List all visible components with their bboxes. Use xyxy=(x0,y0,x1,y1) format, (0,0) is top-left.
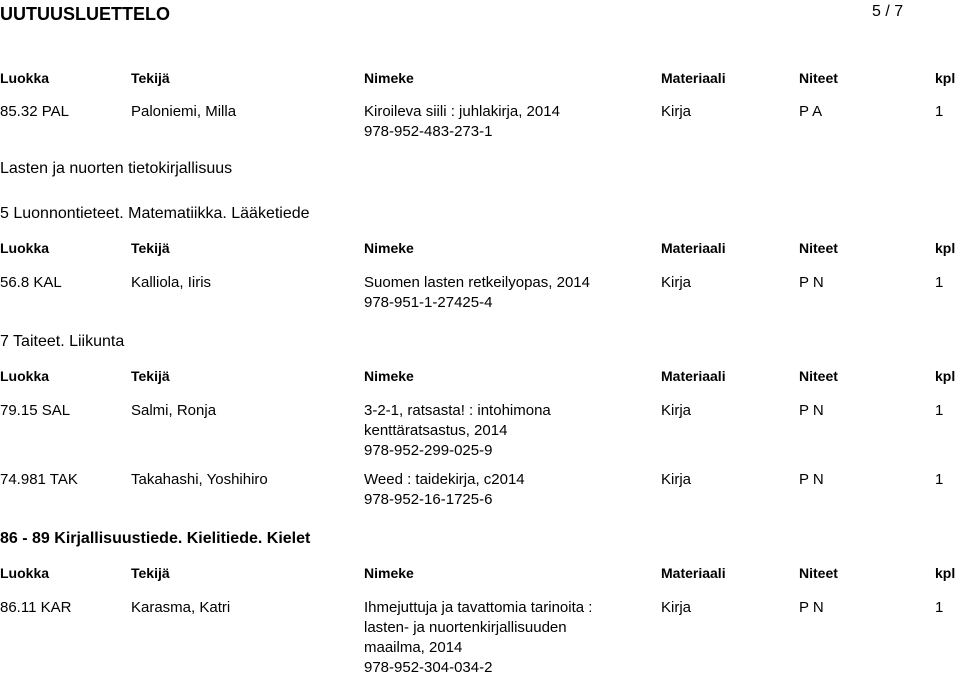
entry-tekija: Salmi, Ronja xyxy=(131,402,217,419)
column-header-nimeke: Nimeke xyxy=(364,240,414,256)
entry-materiaali: Kirja xyxy=(661,599,692,616)
entry-nimeke-line: lasten- ja nuortenkirjallisuuden xyxy=(364,619,567,636)
column-header-niteet: Niteet xyxy=(799,240,838,256)
column-header-materiaali: Materiaali xyxy=(661,368,726,384)
page-title: UUTUUSLUETTELO xyxy=(0,4,170,24)
entry-tekija: Karasma, Katri xyxy=(131,599,231,616)
entry-materiaali: Kirja xyxy=(661,274,692,291)
column-header-materiaali: Materiaali xyxy=(661,565,726,581)
entry-luokka: 79.15 SAL xyxy=(0,402,71,419)
entry-nimeke-line: Weed : taidekirja, c2014 xyxy=(364,471,525,488)
entry-niteet: P N xyxy=(799,402,824,419)
section-heading: Lasten ja nuorten tietokirjallisuus xyxy=(0,160,233,177)
entry-nimeke xyxy=(364,598,592,678)
entry-materiaali: Kirja xyxy=(661,471,692,488)
entry-nimeke xyxy=(364,102,560,142)
entry-nimeke-line: kenttäratsastus, 2014 xyxy=(364,422,508,439)
entry-luokka: 86.11 KAR xyxy=(0,599,72,616)
column-header-niteet: Niteet xyxy=(799,565,838,581)
column-header-luokka: Luokka xyxy=(0,368,50,384)
column-header-tekija: Tekijä xyxy=(131,565,170,581)
section-heading: 86 - 89 Kirjallisuustiede. Kielitiede. Kielet xyxy=(0,530,311,547)
column-header-luokka: Luokka xyxy=(0,70,50,86)
entry-luokka: 85.32 PAL xyxy=(0,103,69,120)
entry-kpl: 1 xyxy=(935,599,944,616)
column-header-nimeke: Nimeke xyxy=(364,70,414,86)
entry-isbn: 978-951-1-27425-4 xyxy=(364,294,493,311)
column-header-kpl: kpl xyxy=(935,70,956,86)
entry-tekija: Takahashi, Yoshihiro xyxy=(131,471,268,488)
entry-materiaali: Kirja xyxy=(661,402,692,419)
section-heading: 5 Luonnontieteet. Matematiikka. Lääketiede xyxy=(0,205,310,222)
column-header-kpl: kpl xyxy=(935,368,956,384)
column-header-tekija: Tekijä xyxy=(131,240,170,256)
entry-luokka: 56.8 KAL xyxy=(0,274,62,291)
entry-isbn: 978-952-16-1725-6 xyxy=(364,491,493,508)
entry-tekija: Kalliola, Iiris xyxy=(131,274,212,291)
entry-nimeke xyxy=(364,401,551,461)
entry-nimeke-line: Kiroileva siili : juhlakirja, 2014 xyxy=(364,103,560,120)
entry-tekija: Paloniemi, Milla xyxy=(131,103,237,120)
entry-luokka: 74.981 TAK xyxy=(0,471,78,488)
entry-niteet: P A xyxy=(799,103,823,120)
column-header-niteet: Niteet xyxy=(799,368,838,384)
entry-niteet: P N xyxy=(799,274,824,291)
entry-niteet: P N xyxy=(799,471,824,488)
entry-nimeke-line: Suomen lasten retkeilyopas, 2014 xyxy=(364,274,590,291)
entry-materiaali: Kirja xyxy=(661,103,692,120)
entry-niteet: P N xyxy=(799,599,824,616)
entry-isbn: 978-952-483-273-1 xyxy=(364,123,493,140)
entry-kpl: 1 xyxy=(935,402,944,419)
column-header-kpl: kpl xyxy=(935,240,956,256)
column-header-tekija: Tekijä xyxy=(131,70,170,86)
entry-nimeke-line: maailma, 2014 xyxy=(364,639,463,656)
column-header-materiaali: Materiaali xyxy=(661,70,726,86)
entry-nimeke xyxy=(364,273,590,313)
column-header-materiaali: Materiaali xyxy=(661,240,726,256)
column-header-niteet: Niteet xyxy=(799,70,838,86)
column-header-tekija: Tekijä xyxy=(131,368,170,384)
entry-kpl: 1 xyxy=(935,274,944,291)
column-header-nimeke: Nimeke xyxy=(364,368,414,384)
entry-nimeke-line: Ihmejuttuja ja tavattomia tarinoita : xyxy=(364,599,593,616)
entry-isbn: 978-952-299-025-9 xyxy=(364,442,493,459)
entry-kpl: 1 xyxy=(935,471,944,488)
column-header-kpl: kpl xyxy=(935,565,956,581)
page-number: 5 / 7 xyxy=(872,3,904,20)
entry-kpl: 1 xyxy=(935,103,944,120)
entry-isbn: 978-952-304-034-2 xyxy=(364,659,493,676)
column-header-nimeke: Nimeke xyxy=(364,565,414,581)
column-header-luokka: Luokka xyxy=(0,240,50,256)
entry-nimeke xyxy=(364,470,525,510)
column-header-luokka: Luokka xyxy=(0,565,50,581)
entry-nimeke-line: 3-2-1, ratsasta! : intohimona xyxy=(364,402,551,419)
section-heading: 7 Taiteet. Liikunta xyxy=(0,333,125,350)
